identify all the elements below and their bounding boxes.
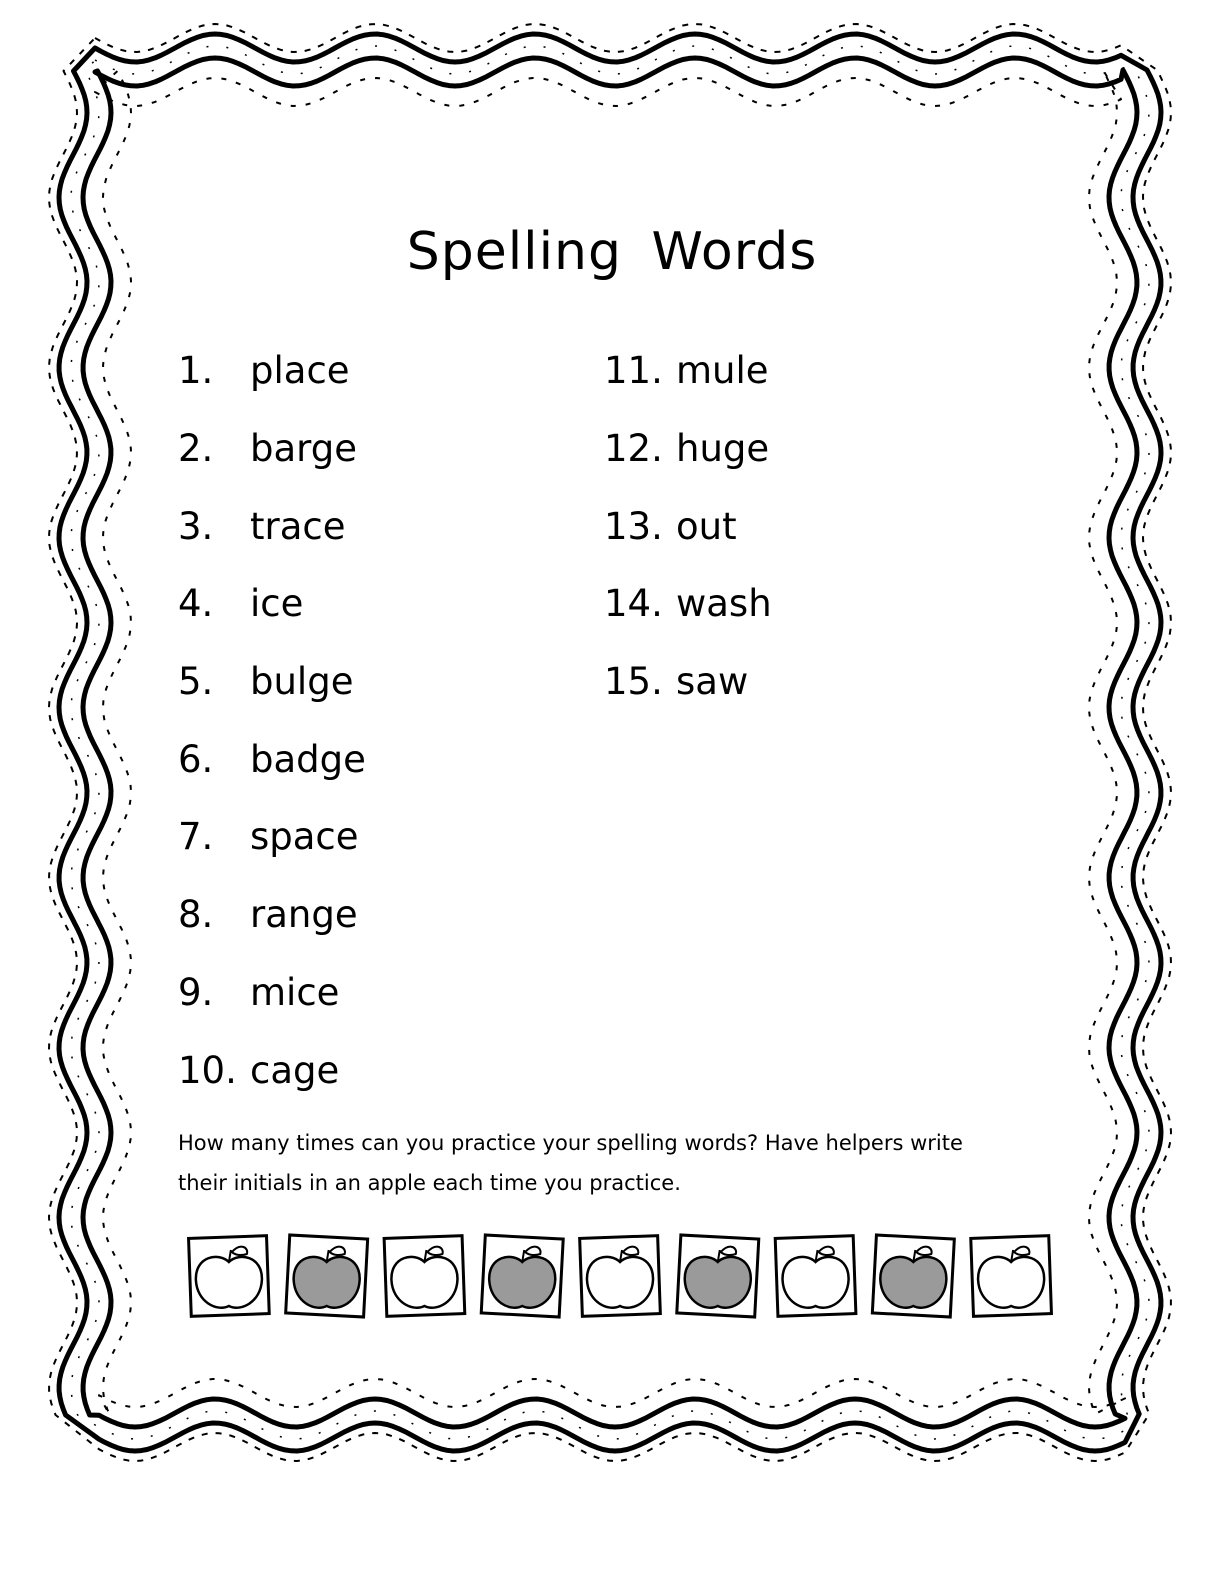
list-item bbox=[604, 487, 772, 565]
word-list-left bbox=[178, 332, 366, 1109]
list-item bbox=[178, 720, 366, 798]
apple-body bbox=[196, 1257, 262, 1308]
item-number: 9. bbox=[178, 970, 214, 1014]
list-item bbox=[178, 565, 366, 643]
spelling-word: mule bbox=[676, 349, 769, 393]
apple-icon[interactable] bbox=[971, 1236, 1052, 1317]
spelling-word: huge bbox=[676, 427, 770, 471]
item-number: 4. bbox=[178, 582, 214, 626]
list-item bbox=[178, 332, 366, 410]
page-title: Spelling Words bbox=[406, 222, 818, 282]
spelling-word: space bbox=[250, 815, 359, 859]
spelling-word: range bbox=[250, 893, 358, 937]
list-item bbox=[178, 643, 366, 721]
spelling-word: badge bbox=[250, 737, 366, 781]
apple-icon[interactable] bbox=[286, 1235, 368, 1317]
spelling-word: trace bbox=[250, 504, 346, 548]
apple-icon[interactable] bbox=[481, 1235, 563, 1317]
word-list-right bbox=[604, 332, 772, 720]
apple-body bbox=[783, 1257, 849, 1308]
list-item bbox=[178, 798, 366, 876]
apple-icon[interactable] bbox=[872, 1235, 954, 1317]
item-number: 11. bbox=[604, 349, 663, 393]
item-number: 6. bbox=[178, 737, 214, 781]
apple-body bbox=[978, 1257, 1044, 1308]
instructions-line: How many times can you practice your spelling words? Have helpers write bbox=[178, 1131, 963, 1155]
list-item bbox=[178, 1031, 366, 1109]
list-item bbox=[178, 487, 366, 565]
spelling-word: saw bbox=[676, 660, 749, 704]
list-item bbox=[604, 410, 772, 488]
item-number: 2. bbox=[178, 427, 214, 471]
spelling-word: bulge bbox=[250, 660, 354, 704]
spelling-word: barge bbox=[250, 427, 357, 471]
spelling-word: out bbox=[676, 504, 737, 548]
item-number: 15. bbox=[604, 660, 663, 704]
item-number: 13. bbox=[604, 504, 663, 548]
apple-icon[interactable] bbox=[677, 1235, 759, 1317]
item-number: 7. bbox=[178, 815, 214, 859]
spelling-word: wash bbox=[676, 582, 772, 626]
item-number: 3. bbox=[178, 504, 214, 548]
item-number: 14. bbox=[604, 582, 663, 626]
apple-body bbox=[391, 1257, 457, 1308]
apple-body bbox=[294, 1257, 360, 1308]
spelling-word: ice bbox=[250, 582, 304, 626]
item-number: 5. bbox=[178, 660, 214, 704]
item-number: 12. bbox=[604, 427, 663, 471]
item-number: 10. bbox=[178, 1048, 237, 1092]
item-number: 8. bbox=[178, 893, 214, 937]
instructions-line: their initials in an apple each time you practice. bbox=[178, 1171, 681, 1195]
list-item bbox=[178, 410, 366, 488]
spelling-word: place bbox=[250, 349, 350, 393]
apple-icon[interactable] bbox=[775, 1236, 856, 1317]
apple-icon[interactable] bbox=[580, 1236, 661, 1317]
list-item bbox=[604, 643, 772, 721]
apple-body bbox=[587, 1257, 653, 1308]
apple-body bbox=[685, 1257, 751, 1308]
list-item bbox=[604, 565, 772, 643]
apple-body bbox=[880, 1257, 946, 1308]
apple-icon[interactable] bbox=[189, 1236, 270, 1317]
apple-row bbox=[180, 1218, 1060, 1328]
apple-body bbox=[489, 1257, 555, 1308]
list-item bbox=[178, 876, 366, 954]
instructions bbox=[178, 1123, 1038, 1203]
spelling-word: mice bbox=[250, 970, 340, 1014]
item-number: 1. bbox=[178, 349, 214, 393]
list-item bbox=[178, 954, 366, 1032]
list-item bbox=[604, 332, 772, 410]
spelling-word: cage bbox=[250, 1048, 340, 1092]
apple-icon[interactable] bbox=[384, 1236, 465, 1317]
